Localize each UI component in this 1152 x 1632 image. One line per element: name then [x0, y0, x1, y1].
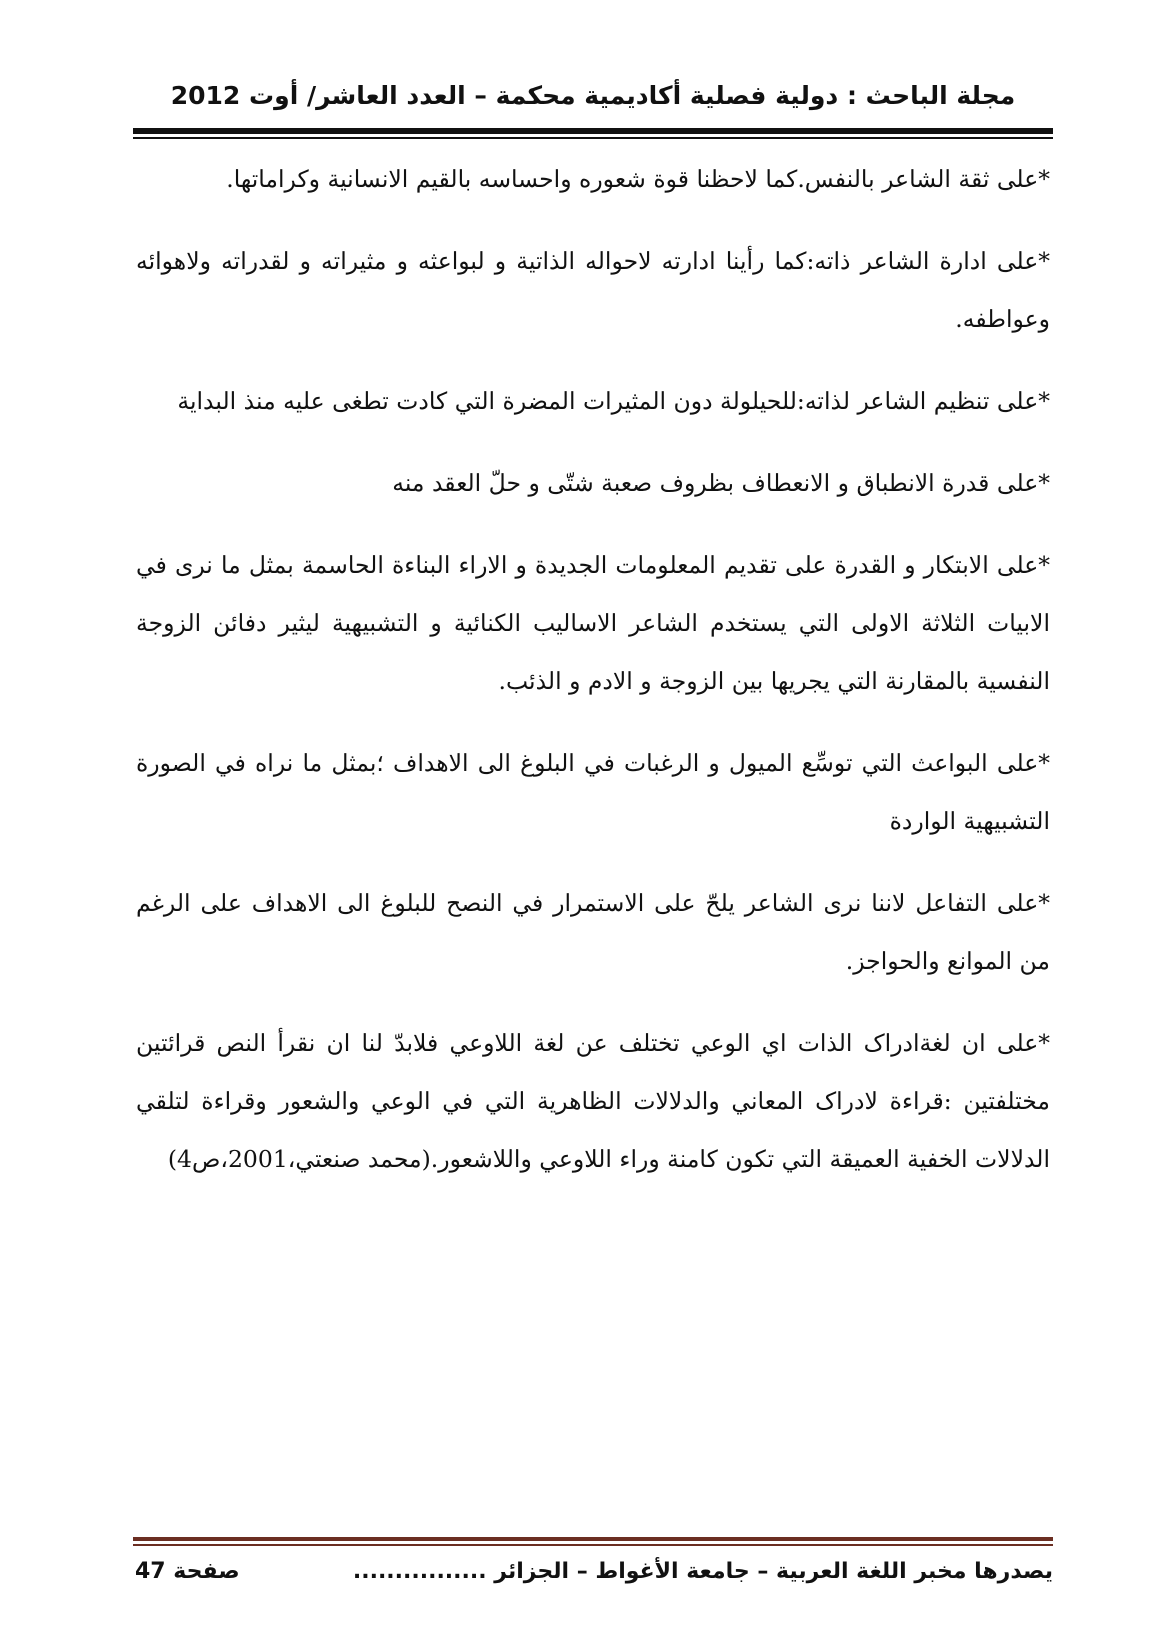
page-footer: [133, 1546, 1053, 1598]
paragraph-1: *على ثقة الشاعر بالنفس.كما لاحظنا قوة شعوره واحساسه بالقيم الانسانية وكراماتها.: [226, 165, 1050, 193]
footer-publisher: يصدرها مخبر اللغة العربية – جامعة الأغواط – الجزائر ................: [352, 1559, 1053, 1584]
paragraph-3: *على تنظيم الشاعر لذاته:للحيلولة دون المثيرات المضرة التي كادت تطغى عليه منذ البداية: [177, 387, 1050, 415]
paragraph-6: *على البواعث التي توسِّع الميول و الرغبات في البلوغ الى الاهداف ؛بمثل ما نراه في الصورة التشبيهية الواردة: [136, 749, 1050, 835]
paragraph-4: *على قدرة الانطباق و الانعطاف بظروف صعبة شتّى و حلّ العقد منه: [392, 469, 1050, 497]
paragraph-5: *على الابتكار و القدرة على تقديم المعلومات الجديدة و الاراء البناءة الحاسمة بمثل ما نرى في الابيات الثلاثة الاولى التي يستخدم الشاعر الاساليب الكنائية و التشبيهية ليثير دفائن الزوجة النفسية بالمقارنة التي يجريها بين الزوجة و الادم و الذئب.: [136, 551, 1050, 695]
header-divider-thick: [133, 128, 1053, 134]
paragraph-7: *على التفاعل لاننا نرى الشاعر يلحّ على الاستمرار في النصح للبلوغ الى الاهداف على الرغم من الموانع والحواجز.: [136, 889, 1050, 975]
header-divider-thin: [133, 137, 1053, 139]
page-number: صفحة 47: [135, 1559, 240, 1584]
footer-divider-thick: [133, 1537, 1053, 1541]
article-body: [136, 150, 1050, 1188]
paragraph-8: *على ان لغةادراک الذات اي الوعي تختلف عن لغة اللاوعي فلابدّ لنا ان نقرأ النص قرائتين مختلفتين :قراءة لادراک المعاني والدلالات الظاهرية التي في الوعي والشعور وقراءة لتلقي الدلالات الخفية العميقة التي تكون كامنة وراء اللاوعي واللاشعور.(محمد صنعتي،2001،ص4): [136, 1029, 1050, 1173]
paragraph-2: *على ادارة الشاعر ذاته:كما رأينا ادارته لاحواله الذاتية و لبواعثه و مثيراته و لقدراته ولاهوائه وعواطفه.: [136, 247, 1050, 333]
journal-header: مجلة الباحث : دولية فصلية أكاديمية محكمة – العدد العاشر/ أوت 2012: [170, 81, 1016, 110]
